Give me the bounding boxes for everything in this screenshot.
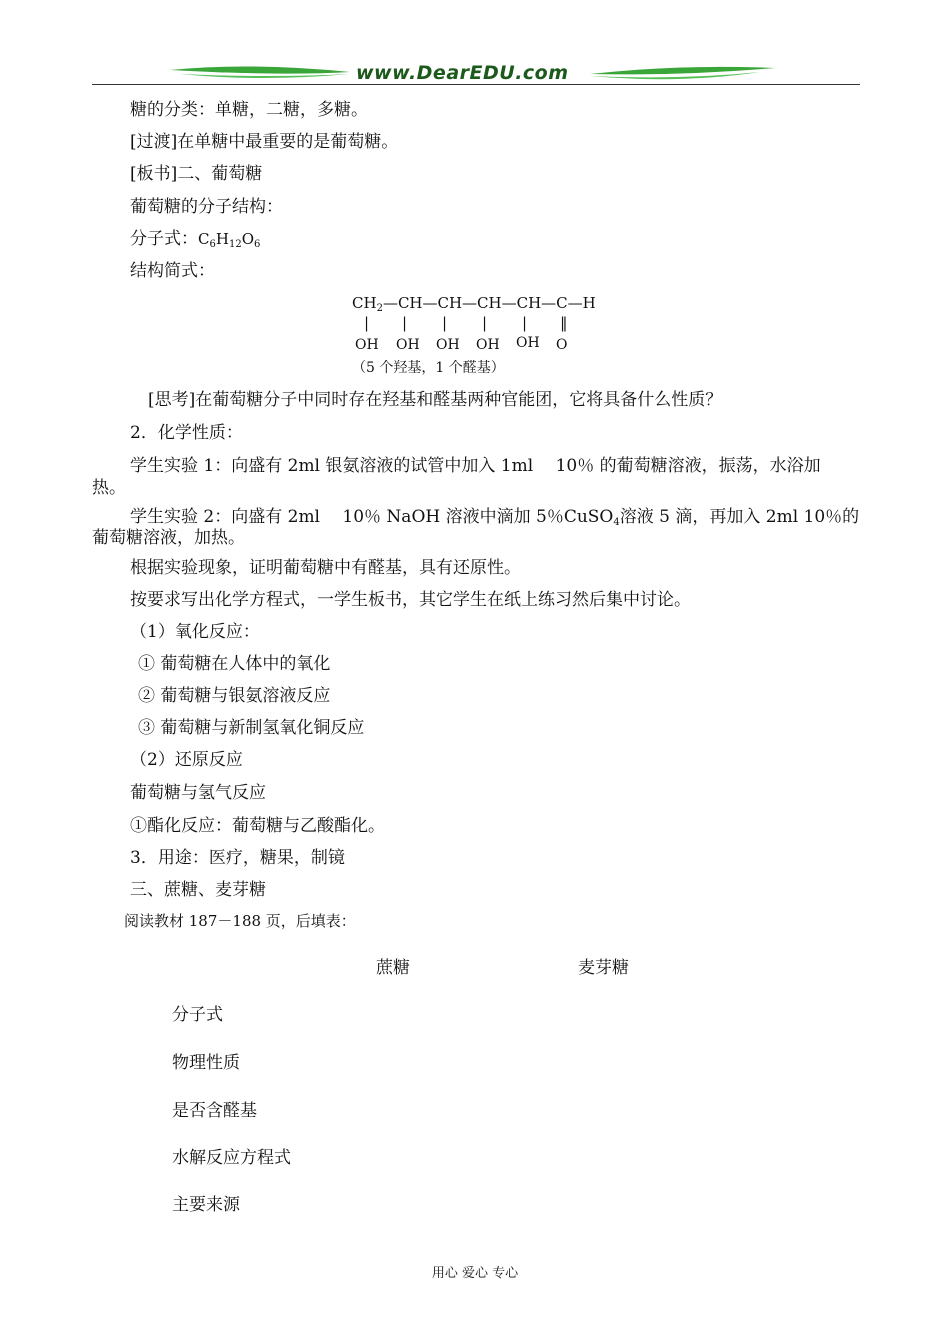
structure-chain: $CH_2—CH—CH—CH—CH—C—H$ — [352, 294, 596, 314]
formula-label: 分子式： — [130, 229, 198, 249]
text-line: 热。 — [92, 478, 126, 498]
text-line: （2）还原反应 — [130, 750, 243, 770]
structure-bond: | — [482, 314, 488, 332]
text-line: 三、蔗糖、麦芽糖 — [130, 880, 266, 900]
structure-bond: | — [364, 314, 370, 332]
text-line: 葡萄糖与氢气反应 — [130, 783, 266, 803]
structure-bond: | — [402, 314, 408, 332]
text-line: 2．化学性质： — [130, 423, 243, 443]
text-line: 葡萄糖溶液，加热。 — [92, 528, 245, 548]
structure-group: OH — [476, 337, 500, 353]
text-line: 糖的分类：单糖，二糖，多糖。 — [130, 100, 368, 120]
text-line: 结构简式： — [130, 261, 215, 281]
table-row-label: 主要来源 — [172, 1195, 240, 1215]
molecular-formula-line — [130, 228, 260, 256]
text-line: 根据实验现象，证明葡萄糖中有醛基，具有还原性。 — [130, 558, 521, 578]
text-line: 学生实验 1：向盛有 2ml 银氨溶液的试管中加入 1ml 10％ 的葡萄糖溶液，振荡，水浴加 — [130, 456, 821, 476]
site-logo-text: www.DearEDU.com — [356, 62, 569, 84]
structure-group: OH — [396, 337, 420, 353]
structure-group: OH — [355, 337, 379, 353]
structure-bond: ‖ — [560, 314, 568, 332]
table-row-label: 是否含醛基 — [172, 1101, 257, 1121]
structure-bond: | — [442, 314, 448, 332]
structure-group: O — [556, 337, 568, 353]
structure-bond: | — [522, 314, 528, 332]
text-line: ① 葡萄糖在人体中的氧化 — [138, 654, 331, 674]
table-header-sucrose: 蔗糖 — [376, 958, 410, 978]
table-row-label: 分子式 — [172, 1005, 223, 1025]
table-row-label: 物理性质 — [172, 1053, 240, 1073]
text-line: [思考]在葡萄糖分子中同时存在羟基和醛基两种官能团，它将具备什么性质？ — [148, 390, 723, 410]
text-line: 阅读教材 187－188 页，后填表： — [124, 912, 356, 930]
text-line: [板书]二、葡萄糖 — [130, 164, 263, 184]
text-line: 3．用途：医疗，糖果，制镜 — [130, 848, 345, 868]
table-header-maltose: 麦芽糖 — [578, 958, 629, 978]
text-line: ② 葡萄糖与银氨溶液反应 — [138, 686, 331, 706]
molecular-formula: $C_6H_{12}O_6$ — [198, 230, 261, 250]
footer-slogan: 用心 爱心 专心 — [431, 1266, 519, 1281]
text-line: [过渡]在单糖中最重要的是葡萄糖。 — [130, 132, 399, 152]
text-line: 按要求写出化学方程式，一学生板书，其它学生在纸上练习然后集中讨论。 — [130, 590, 691, 610]
table-row-label: 水解反应方程式 — [172, 1148, 291, 1168]
text-line: （1）氧化反应： — [130, 622, 260, 642]
text-line: 葡萄糖的分子结构： — [130, 197, 283, 217]
structure-note: （5 个羟基，1 个醛基） — [352, 360, 505, 376]
text-line: ③ 葡萄糖与新制氢氧化铜反应 — [138, 718, 365, 738]
text-line: 学生实验 2：向盛有 2ml 10％ NaOH 溶液中滴加 5％CuSO$_4$溶液 5 滴，再加入 2ml 10％的 — [130, 507, 860, 528]
structure-group: OH — [516, 335, 540, 351]
text-line: ①酯化反应：葡萄糖与乙酸酯化。 — [130, 816, 385, 836]
structure-group: OH — [436, 337, 460, 353]
